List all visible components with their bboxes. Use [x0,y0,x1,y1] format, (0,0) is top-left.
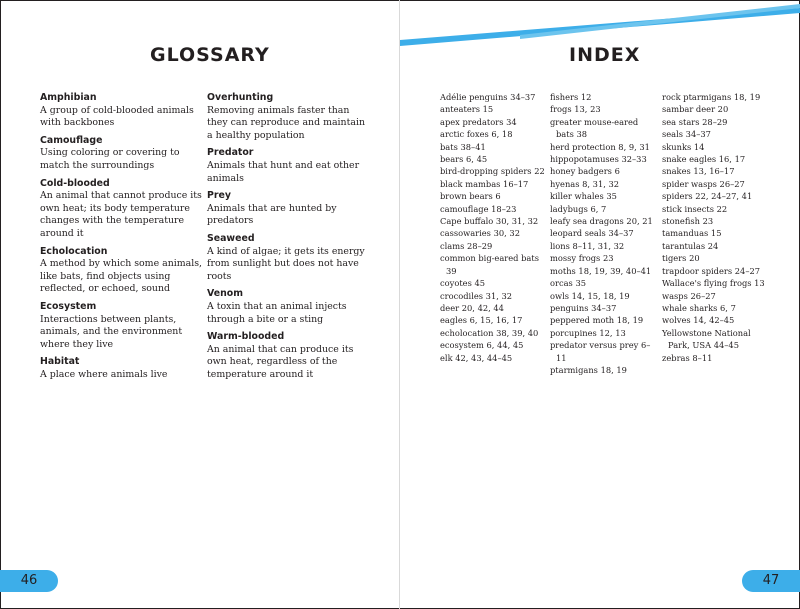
glossary-definition: Using coloring or covering to match the surroundings [40,147,180,171]
index-entry: herd protection 8, 9, 31 [550,141,650,152]
index-heading: INDEX [569,44,641,66]
index-entry: camouflage 18–23 [440,203,517,214]
index-entry: brown bears 6 [440,191,501,202]
index-entry: Cape buffalo 30, 31, 32 [440,216,539,227]
index-entry: skunks 14 [662,141,705,152]
glossary-definition: A method by which some animals, like bats, find objects using reflected, or echoed, sound [40,258,202,295]
index-entry: predator versus prey 6–11 [550,340,651,363]
glossary-entry [207,92,369,142]
index-entry: whale sharks 6, 7 [662,302,736,313]
glossary-entry [40,178,202,241]
glossary-term: Seaweed [207,232,255,244]
index-entry: moths 18, 19, 39, 40–41 [550,265,652,276]
glossary-definition: A kind of algae; it gets its energy from sunlight but does not have roots [207,245,365,282]
index-entry: trapdoor spiders 24–27 [662,265,761,276]
index-entry: mossy frogs 23 [550,253,614,264]
glossary-definition: Removing animals faster than they can reproduce and maintain a healthy population [207,104,365,141]
index-entry: crocodiles 31, 32 [440,290,513,301]
index-entry: lions 8–11, 31, 32 [550,240,625,251]
glossary-term: Ecosystem [40,300,97,312]
index-entry: arctic foxes 6, 18 [440,129,513,140]
glossary-entry [207,190,369,228]
glossary-entry [40,246,202,296]
index-entry: elk 42, 43, 44–45 [440,352,513,363]
index-entry: cassowaries 30, 32 [440,228,520,239]
glossary-column-1 [40,92,202,386]
index-entry: snake eagles 16, 17 [662,154,746,165]
index-entry: wasps 26–27 [662,290,716,301]
index-entry: honey badgers 6 [550,166,620,177]
glossary-definition: An animal that cannot produce its own heat; its body temperature changes with the temperature around it [40,190,202,239]
index-entry: ptarmigans 18, 19 [550,364,627,375]
index-entry: killer whales 35 [550,191,617,202]
index-entry: tarantulas 24 [662,240,719,251]
index-column-2 [550,91,658,376]
glossary-term: Overhunting [207,92,274,103]
index-entry: Wallace's flying frogs 13 [662,278,765,289]
index-entry: stonefish 23 [662,216,714,227]
index-entry: snakes 13, 16–17 [662,166,735,177]
index-entry: coyotes 45 [440,278,486,289]
index-entry: bears 6, 45 [440,154,488,165]
index-entry: tigers 20 [662,253,700,264]
index-entry: rock ptarmigans 18, 19 [662,92,761,102]
index-entry: bats 38–41 [440,141,486,152]
index-entry: greater mouse-eared bats 38 [550,116,639,140]
glossary-term: Prey [207,190,231,202]
index-entry: owls 14, 15, 18, 19 [550,290,630,301]
index-column-3 [662,91,770,364]
index-entry: ladybugs 6, 7 [550,203,607,214]
glossary-term: Venom [207,288,243,300]
glossary-entry [207,233,369,283]
index-entry: common big-eared bats 39 [440,253,539,276]
index-entry: ecosystem 6, 44, 45 [440,340,524,351]
index-entry: orcas 35 [550,278,587,289]
glossary-term: Predator [207,147,254,159]
page-number-left: 46 [0,570,58,592]
index-entry: leopard seals 34–37 [550,228,634,239]
index-entry: peppered moth 18, 19 [550,315,644,326]
glossary-term: Amphibian [40,92,97,103]
glossary-definition: A place where animals live [40,368,168,380]
index-entry: seals 34–37 [662,129,711,140]
glossary-definition: Animals that hunt and eat other animals [207,159,360,184]
glossary-entry [207,331,369,381]
index-entry: leafy sea dragons 20, 21 [550,216,653,227]
index-column-1 [440,91,548,364]
index-entry: zebras 8–11 [662,352,713,363]
index-entry: Adélie penguins 34–37 [440,92,536,102]
index-entry: apex predators 34 [440,116,517,127]
glossary-entry [207,147,369,185]
index-entry: porcupines 12, 13 [550,327,626,338]
index-entry: hyenas 8, 31, 32 [550,178,620,189]
glossary-entry [40,135,202,173]
page-gutter [399,0,400,609]
index-entry: anteaters 15 [440,104,494,115]
glossary-term: Echolocation [40,245,108,257]
glossary-definition: Animals that are hunted by predators [207,202,337,227]
glossary-term: Habitat [40,356,80,368]
glossary-entry [40,356,202,381]
glossary-definition: A group of cold-blooded animals with backbones [40,104,194,129]
glossary-entry [40,301,202,351]
index-entry: sea stars 28–29 [662,116,728,127]
index-entry: hippopotamuses 32–33 [550,154,647,165]
index-entry: clams 28–29 [440,240,493,251]
index-entry: deer 20, 42, 44 [440,302,504,313]
index-entry: penguins 34–37 [550,302,617,313]
glossary-heading: GLOSSARY [150,44,270,66]
glossary-term: Warm-blooded [207,331,285,343]
glossary-term: Cold-blooded [40,177,110,189]
glossary-definition: An animal that can produce its own heat, regardless of the temperature around it [207,343,354,380]
index-entry: frogs 13, 23 [550,104,601,115]
glossary-column-2 [207,92,369,386]
glossary-entry [40,92,202,130]
page-number-right: 47 [742,570,800,592]
glossary-term: Camouflage [40,134,103,146]
index-entry: stick insects 22 [662,203,728,214]
index-entry: echolocation 38, 39, 40 [440,327,539,338]
index-entry: bird-dropping spiders 22 [440,166,545,177]
index-entry: spider wasps 26–27 [662,178,745,189]
index-entry: sambar deer 20 [662,104,729,115]
index-entry: fishers 12 [550,92,592,102]
glossary-entry [207,288,369,326]
index-entry: eagles 6, 15, 16, 17 [440,315,523,326]
index-entry: Yellowstone National Park, USA 44–45 [662,327,751,351]
glossary-definition: Interactions between plants, animals, and the environment where they live [40,313,183,350]
index-entry: spiders 22, 24–27, 41 [662,191,753,202]
index-entry: wolves 14, 42–45 [662,315,735,326]
index-entry: black mambas 16–17 [440,178,529,189]
glossary-definition: A toxin that an animal injects through a bite or a sting [207,300,347,325]
index-entry: tamanduas 15 [662,228,722,239]
